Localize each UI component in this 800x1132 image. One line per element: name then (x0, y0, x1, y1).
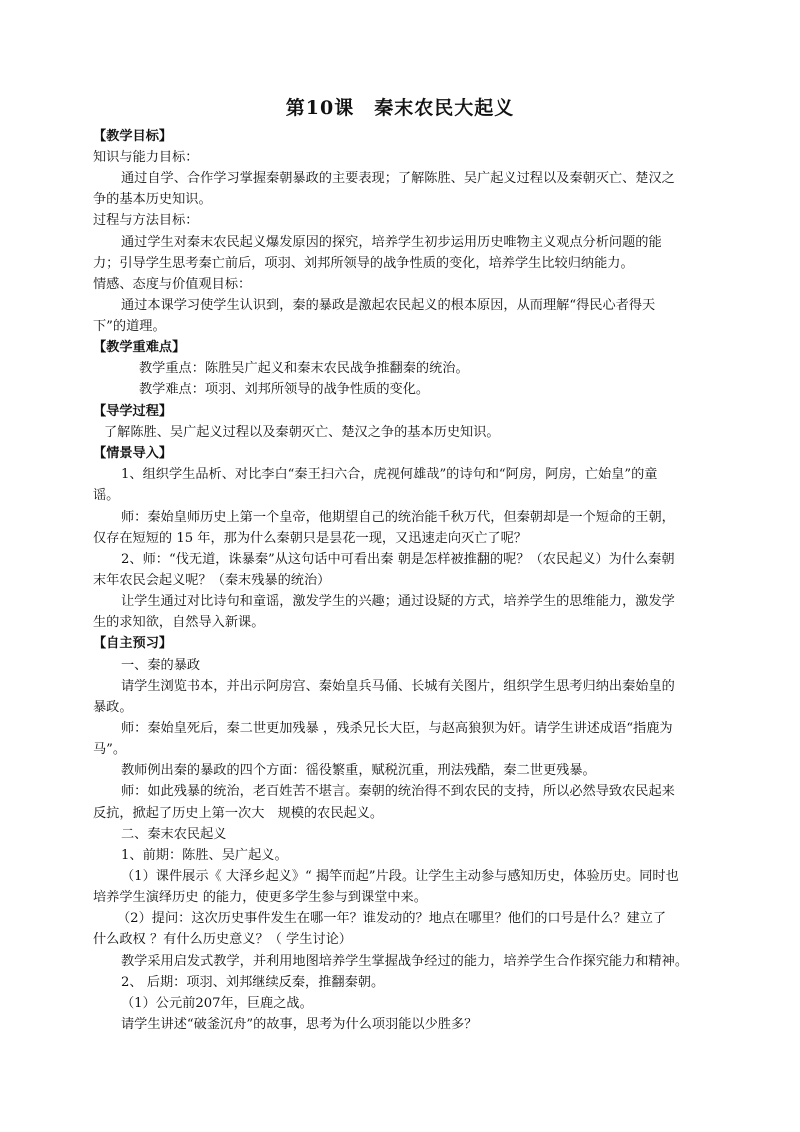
paragraph-line: 教学重点：陈胜吴广起义和秦末农民战争推翻秦的统治。 (139, 361, 469, 376)
paragraph-line: 教学难点：项羽、刘邦所领导的战争性质的变化。 (139, 382, 430, 397)
paragraph-line: 反抗，掀起了历史上第一次大 规模的农民起义。 (93, 806, 384, 821)
subsection-heading: 二、秦末农民起义 (121, 827, 227, 842)
subheading-knowledge: 知识与能力目标： (93, 150, 199, 165)
paragraph-line: 请学生浏览书本，并出示阿房宫、秦始皇兵马俑、长城有关图片，组织学生思考归纳出秦始皇的 (121, 679, 675, 694)
paragraph-line: 1、组织学生品析、对比李白“秦王扫六合，虎视何雄哉”的诗句和“阿房，阿房，亡始皇”的童 (121, 467, 658, 482)
paragraph-line: 2、 后期：项羽、刘邦继续反秦，推翻秦朝。 (121, 975, 385, 990)
paragraph-line: 教师例出秦的暴政的四个方面：徭役繁重，赋税沉重，刑法残酷，秦二世更残暴。 (121, 763, 596, 778)
section-heading-objectives: 【教学目标】 (93, 129, 173, 144)
paragraph-line: 师：如此残暴的统治，老百姓苦不堪言。秦朝的统治得不到农民的支持，所以必然导致农民起来 (121, 784, 675, 799)
paragraph-line: 仅存在短短的 15 年，那为什么秦朝只是昙花一现，又迅速走向灭亡了呢？ (93, 531, 527, 546)
paragraph-line: 力；引导学生思考秦亡前后，项羽、刘邦所领导的战争性质的变化，培养学生比较归纳能力。 (93, 256, 634, 271)
paragraph-line: 教学采用启发式教学，并利用地图培养学生掌握战争经过的能力，培养学生合作探究能力和精神。 (121, 954, 689, 969)
paragraph-line: 生的求知欲，自然导入新课。 (93, 615, 265, 630)
paragraph-line: 通过自学、合作学习掌握秦朝暴政的主要表现；了解陈胜、吴广起义过程以及秦朝灭亡、楚汉之 (121, 171, 675, 186)
paragraph-line: 请学生讲述“破釜沉舟”的故事，思考为什么项羽能以少胜多？ (121, 1017, 478, 1032)
paragraph-line: 通过学生对秦末农民起义爆发原因的探究，培养学生初步运用历史唯物主义观点分析问题的能 (121, 235, 662, 250)
paragraph-line: （1）课件展示《 大泽乡起义》“ 揭竿而起”片段。让学生主动参与感知历史，体验历史。同时也 (121, 869, 679, 884)
paragraph-line: 了解陈胜、吴广起义过程以及秦朝灭亡、楚汉之争的基本历史知识。 (104, 425, 500, 440)
paragraph-line: 暴政。 (93, 700, 133, 715)
subheading-process: 过程与方法目标： (93, 213, 199, 228)
paragraph-line: 培养学生演绎历史 的能力，使更多学生参与到课堂中来。 (93, 890, 427, 905)
paragraph-line: 通过本课学习使学生认识到，秦的暴政是激起农民起义的根本原因，从而理解“得民心者得天 (121, 298, 656, 313)
paragraph-line: 什么政权 ？有什么历史意义？（ 学生讨论） (93, 932, 352, 947)
paragraph-line: 谣。 (93, 488, 120, 503)
section-heading-introduction: 【情景导入】 (93, 446, 173, 461)
section-heading-process: 【导学过程】 (93, 404, 173, 419)
paragraph-line: 下”的道理。 (93, 319, 166, 334)
section-heading-preview: 【自主预习】 (93, 636, 173, 651)
subsection-heading: 一、秦的暴政 (121, 658, 201, 673)
section-heading-key-points: 【教学重难点】 (93, 340, 186, 355)
lesson-title: 第10课 秦末农民大起义 (285, 97, 515, 119)
subheading-emotion: 情感、态度与价值观目标： (93, 277, 252, 292)
paragraph-line: 师：秦始皇师历史上第一个皇帝，他期望自己的统治能千秋万代，但秦朝却是一个短命的王朝， (121, 510, 675, 525)
paragraph-line: 争的基本历史知识。 (93, 192, 212, 207)
paragraph-line: 马”。 (93, 742, 127, 757)
paragraph-line: （1）公元前207年，巨鹿之战。 (121, 996, 313, 1011)
paragraph-line: 末年农民会起义呢？（秦末残暴的统治） (93, 573, 331, 588)
paragraph-line: 2、师：“伐无道，诛暴秦”从这句话中可看出秦 朝是怎样被推翻的呢？（农民起义）为什么秦朝 (121, 552, 675, 567)
paragraph-line: 1、前期：陈胜、吴广起义。 (121, 848, 288, 863)
paragraph-line: 师：秦始皇死后，秦二世更加残暴 ，残杀兄长大臣，与赵高狼狈为奸。请学生讲述成语“指鹿为 (121, 721, 673, 736)
paragraph-line: （2）提问：这次历史事件发生在哪一年？谁发动的？地点在哪里？他们的口号是什么？建立了 (117, 911, 667, 926)
paragraph-line: 让学生通过对比诗句和童谣，激发学生的兴趣；通过设疑的方式，培养学生的思维能力，激发学 (121, 594, 675, 609)
